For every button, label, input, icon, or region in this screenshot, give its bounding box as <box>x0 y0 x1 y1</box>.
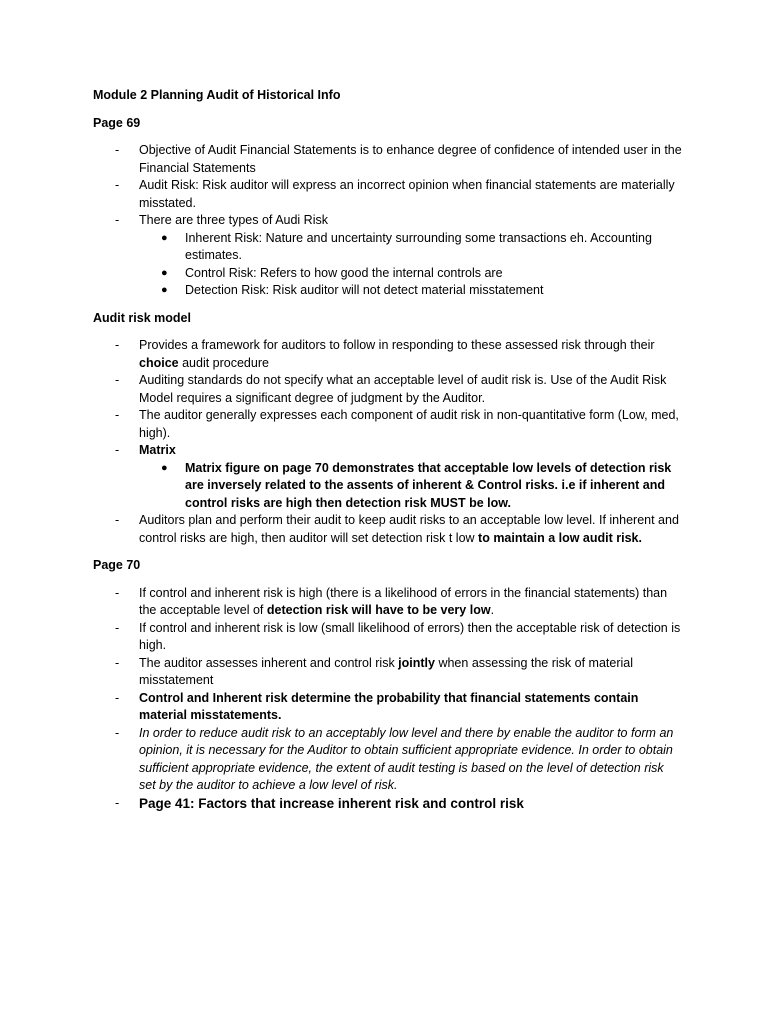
list-item <box>93 142 683 177</box>
dash-marker: - <box>115 795 120 810</box>
audit-risk-model-list <box>93 337 683 547</box>
document-title: Module 2 Planning Audit of Historical Info <box>93 88 341 102</box>
list-item <box>93 177 683 212</box>
bullet-marker: ● <box>161 284 168 296</box>
page-70-list <box>93 585 683 814</box>
bullet-marker: ● <box>161 231 168 244</box>
dash-marker: - <box>115 143 120 157</box>
dash-marker: - <box>115 620 120 635</box>
list-item <box>93 655 683 690</box>
item-text: Auditors plan and perform their audit to keep audit risks to an acceptable low level. If inherent and control risks are high, then auditor will set detection risk t low <box>139 513 679 545</box>
item-text-bold: Matrix <box>139 443 176 457</box>
dash-marker: - <box>115 178 120 192</box>
list-item <box>93 212 683 300</box>
item-text: The auditor assesses inherent and control risk <box>139 655 399 670</box>
sublist-item <box>139 230 683 265</box>
list-item <box>93 512 683 547</box>
item-text: Control Risk: Refers to how good the internal controls are <box>185 265 503 280</box>
item-text-bold: choice <box>139 355 179 370</box>
sublist-item <box>139 265 683 283</box>
list-item <box>93 690 683 725</box>
bullet-marker: ● <box>161 461 168 474</box>
item-text-bold: Matrix figure on page 70 demonstrates that acceptable low levels of detection risk are inversely related to the assents of inherent & Control risks. i.e if inherent and control risks are high then detection risk MUST be low. <box>185 460 672 510</box>
dash-marker: - <box>115 725 120 740</box>
list-item <box>93 795 683 814</box>
item-text-italic: In order to reduce audit risk to an acceptably low level and there by enable the auditor to form an opinion, it is necessary for the Auditor to obtain sufficient appropriate evidence. In order to obtain sufficient appropriate evidence, the extent of audit testing is based on the level of detection risk set by the auditor to achieve a low level of risk. <box>139 725 674 792</box>
risk-types-sublist <box>139 230 683 300</box>
page-69-list <box>93 142 683 300</box>
dash-marker: - <box>115 338 120 352</box>
item-text: If control and inherent risk is low (small likelihood of errors) then the acceptable risk of detection is high. <box>139 620 681 652</box>
item-text: Audit Risk: Risk auditor will express an incorrect opinion when financial statements are materially misstated. <box>139 178 675 210</box>
item-text-bold: Page 41: Factors that increase inherent risk and control risk <box>139 795 524 811</box>
item-text: Inherent Risk: Nature and uncertainty surrounding some transactions eh. Accounting estimates. <box>185 230 652 262</box>
item-text: Auditing standards do not specify what an acceptable level of audit risk is. Use of the Audit Risk Model requires a significant degree of judgment by the Auditor. <box>139 373 667 405</box>
list-item <box>93 442 683 512</box>
dash-marker: - <box>115 513 120 527</box>
item-text: Provides a framework for auditors to follow in responding to these assessed risk through their <box>139 338 655 352</box>
list-item <box>93 620 683 655</box>
item-text-bold: detection risk will have to be very low <box>266 603 491 617</box>
bullet-marker: ● <box>161 266 168 279</box>
item-text: If control and inherent risk is high (there is a likelihood of errors in the financial statements) than the acceptable level of <box>139 585 668 617</box>
audit-risk-model-heading: Audit risk model <box>93 310 191 325</box>
list-item <box>93 372 683 407</box>
dash-marker: - <box>115 655 120 670</box>
item-text: The auditor generally expresses each component of audit risk in non-quantitative form (Low, med, high). <box>139 408 679 440</box>
sublist-item <box>139 282 683 300</box>
item-text: Objective of Audit Financial Statements is to enhance degree of confidence of intended user in the Financial Statements <box>139 143 682 175</box>
item-text-bold: Control and Inherent risk determine the probability that financial statements contain material misstatements. <box>139 690 639 722</box>
item-text-bold: to maintain a low audit risk. <box>478 530 642 545</box>
item-text: There are three types of Audi Risk <box>139 213 328 227</box>
item-text: audit procedure <box>178 355 269 370</box>
list-item <box>93 725 683 795</box>
item-text-bold: jointly <box>398 655 435 670</box>
dash-marker: - <box>115 373 120 387</box>
list-item <box>93 407 683 442</box>
list-item <box>93 585 683 620</box>
page-70-heading: Page 70 <box>93 558 141 572</box>
list-item <box>93 337 683 372</box>
item-text: when assessing the risk of material misstatement <box>139 655 633 687</box>
page-69-heading: Page 69 <box>93 115 141 130</box>
dash-marker: - <box>115 585 120 600</box>
dash-marker: - <box>115 443 120 457</box>
document-content <box>93 87 683 823</box>
dash-marker: - <box>115 408 120 422</box>
item-text: Detection Risk: Risk auditor will not detect material misstatement <box>185 283 544 297</box>
sublist-item <box>139 460 683 513</box>
dash-marker: - <box>115 213 120 227</box>
matrix-sublist <box>139 460 683 513</box>
item-text: . <box>490 603 495 617</box>
dash-marker: - <box>115 690 120 705</box>
